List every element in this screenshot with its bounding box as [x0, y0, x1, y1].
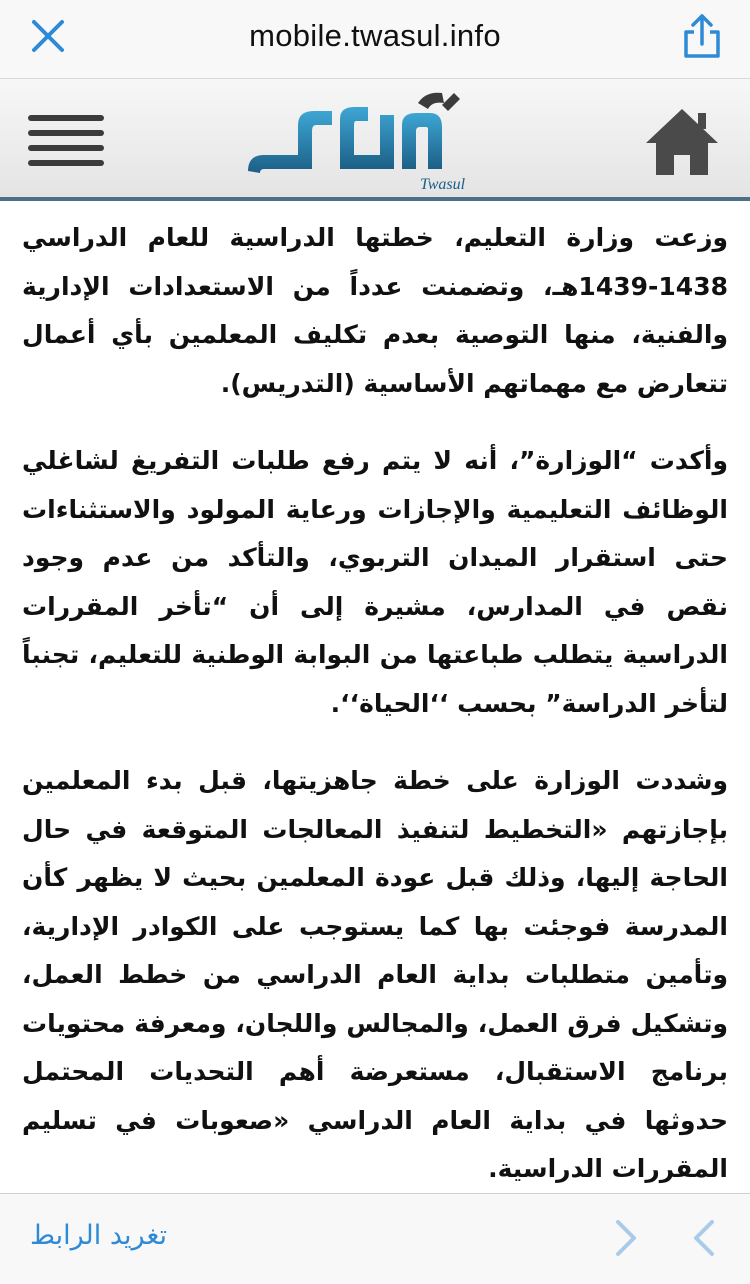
chevron-right-icon: [608, 1216, 642, 1260]
tweet-link[interactable]: تغريد الرابط: [30, 1220, 167, 1251]
article-paragraph: وشددت الوزارة على خطة جاهزيتها، قبل بدء المعلمين بإجازتهم «التخطيط لتنفيذ المعالجات المتوقعة في حال الحاجة إليها، وذلك قبل عودة المعلمين بحيث لا يظهر كأن المدرسة فوجئت بها كما يستوجب على الكوادر الإدارية، وتأمين متطلبات بداية العام الدراسي من خطط العمل، وتشكيل فرق العمل، والمجالس واللجان، ومعرفة محتويات برنامج الاستقبال، مستعرضة أهم التحديات المحتمل حدوثها في بداية العام الدراسي «صعوبات في تسليم المقررات الدراسية.: [22, 766, 728, 1183]
site-header: [0, 79, 750, 201]
share-button[interactable]: [680, 12, 724, 60]
hamburger-menu-icon-bar: [28, 145, 104, 151]
browser-top-bar: [0, 0, 750, 79]
close-button[interactable]: [26, 14, 70, 58]
hamburger-menu-icon-bar: [28, 130, 104, 136]
home-button[interactable]: [644, 103, 720, 179]
home-icon: [644, 103, 720, 179]
article-body: [22, 214, 728, 1184]
article-paragraph: وأكدت “الوزارة”، أنه لا يتم رفع طلبات التفريغ لشاغلي الوظائف التعليمية والإجازات ورعاية المولود والاستثناءات حتى استقرار الميدان التربوي، والتأكد من عدم وجود نقص في المدارس، مشيرة إلى أن “تأخر المقررات الدراسية يتطلب طباعتها من البوابة الوطنية للتعليم، تجنباً لتأخر الدراسة” بحسب ‘‘الحياة‘‘.: [22, 446, 728, 718]
article-paragraph: وزعت وزارة التعليم، خطتها الدراسية للعام الدراسي 1438-1439هـ، وتضمنت عدداً من الاستعدادات الإدارية والفنية، منها التوصية بعدم تكليف المعلمين بأي أعمال تتعارض مع مهماتهم الأساسية (التدريس).: [22, 223, 728, 398]
hamburger-menu-icon-bar: [28, 160, 104, 166]
close-icon: [26, 14, 70, 58]
page-url[interactable]: mobile.twasul.info: [249, 18, 501, 53]
chevron-left-icon: [688, 1216, 722, 1260]
logo-latin-text: Twasul: [420, 176, 466, 193]
share-icon: [680, 12, 724, 60]
hamburger-menu-icon: [28, 115, 104, 121]
forward-button[interactable]: [608, 1216, 642, 1260]
back-button[interactable]: [688, 1216, 722, 1260]
bottom-toolbar: [0, 1193, 750, 1284]
menu-button[interactable]: [28, 115, 106, 167]
site-logo[interactable]: [240, 85, 500, 193]
